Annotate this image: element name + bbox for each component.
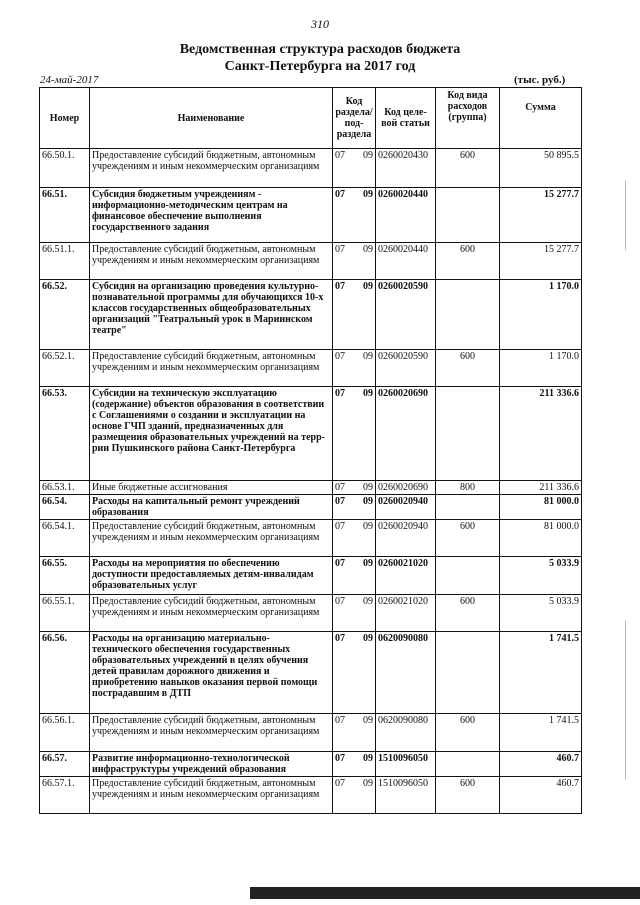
table-row (40, 188, 582, 243)
row-section: 07 (333, 520, 353, 557)
row-group: 600 (436, 520, 500, 557)
row-name: Расходы на мероприятия по обеспечению доступности предоставляемых детям-инвалидам образовательных услуг (90, 557, 333, 595)
row-section: 07 (333, 632, 353, 714)
row-section: 07 (333, 243, 353, 280)
row-subsection: 09 (353, 557, 376, 595)
row-name: Предоставление субсидий бюджетным, автономным учреждениям и иным некоммерческим организациям (90, 520, 333, 557)
row-article: 0260020590 (376, 350, 436, 387)
row-group (436, 280, 500, 350)
row-sum: 1 170.0 (500, 280, 582, 350)
row-number: 66.57. (40, 752, 90, 777)
row-number: 66.56.1. (40, 714, 90, 752)
row-section: 07 (333, 714, 353, 752)
row-name: Субсидия на организацию проведения культурно-познавательной программы для обучающихся 10-х классов государственных общеобразовательных организаций "Театральный урок в Мариинском театре" (90, 280, 333, 350)
table-row (40, 714, 582, 752)
row-name: Развитие информационно-технологической инфраструктуры учреждений образования (90, 752, 333, 777)
row-number: 66.54. (40, 495, 90, 520)
row-subsection: 09 (353, 777, 376, 814)
row-name: Предоставление субсидий бюджетным, автономным учреждениям и иным некоммерческим организациям (90, 595, 333, 632)
row-subsection: 09 (353, 149, 376, 188)
row-number: 66.53.1. (40, 481, 90, 495)
row-group (436, 557, 500, 595)
row-group: 600 (436, 243, 500, 280)
scan-artifact (625, 180, 626, 250)
row-name: Предоставление субсидий бюджетным, автономным учреждениям и иным некоммерческим организациям (90, 149, 333, 188)
row-group: 600 (436, 595, 500, 632)
row-section: 07 (333, 350, 353, 387)
table-row (40, 280, 582, 350)
header-section: Код раздела/ под-раздела (333, 88, 376, 149)
row-group (436, 632, 500, 714)
table-row (40, 243, 582, 280)
row-name: Предоставление субсидий бюджетным, автономным учреждениям и иным некоммерческим организациям (90, 350, 333, 387)
units-label: (тыс. руб.) (514, 74, 566, 86)
table-row (40, 495, 582, 520)
row-section: 07 (333, 280, 353, 350)
row-article: 0260021020 (376, 595, 436, 632)
row-name: Иные бюджетные ассигнования (90, 481, 333, 495)
row-section: 07 (333, 149, 353, 188)
row-name: Предоставление субсидий бюджетным, автономным учреждениям и иным некоммерческим организациям (90, 243, 333, 280)
row-group: 600 (436, 350, 500, 387)
row-subsection: 09 (353, 350, 376, 387)
row-name: Субсидия бюджетным учреждениям - информационно-методическим центрам на финансовое обеспечение выполнения государственного задания (90, 188, 333, 243)
table-row (40, 595, 582, 632)
row-sum: 81 000.0 (500, 520, 582, 557)
row-number: 66.51. (40, 188, 90, 243)
row-sum: 81 000.0 (500, 495, 582, 520)
row-subsection: 09 (353, 387, 376, 481)
row-article: 0260020690 (376, 481, 436, 495)
row-sum: 5 033.9 (500, 595, 582, 632)
row-subsection: 09 (353, 481, 376, 495)
row-subsection: 09 (353, 752, 376, 777)
table-header-row (40, 88, 582, 149)
row-article: 0620090080 (376, 632, 436, 714)
row-section: 07 (333, 595, 353, 632)
row-section: 07 (333, 387, 353, 481)
row-article: 0260020940 (376, 520, 436, 557)
row-number: 66.56. (40, 632, 90, 714)
row-section: 07 (333, 752, 353, 777)
row-section: 07 (333, 188, 353, 243)
row-number: 66.57.1. (40, 777, 90, 814)
row-article: 0260020590 (376, 280, 436, 350)
row-sum: 15 277.7 (500, 188, 582, 243)
header-article: Код целе-вой статьи (376, 88, 436, 149)
table-row (40, 149, 582, 188)
row-number: 66.55.1. (40, 595, 90, 632)
header-group: Код вида расходов (группа) (436, 88, 500, 149)
row-name: Расходы на капитальный ремонт учреждений образования (90, 495, 333, 520)
row-number: 66.53. (40, 387, 90, 481)
page-number: 310 (311, 17, 329, 31)
row-name: Субсидии на техническую эксплуатацию (содержание) объектов образования в соответствии с Соглашениями о создании и эксплуатации на основе ГЧП зданий, предназначенных для размещения образовательных учреждений на терр-рии Пушкинского района Санкт-Петербурга (90, 387, 333, 481)
row-group (436, 387, 500, 481)
row-number: 66.51.1. (40, 243, 90, 280)
row-group (436, 188, 500, 243)
row-number: 66.54.1. (40, 520, 90, 557)
row-subsection: 09 (353, 520, 376, 557)
row-group: 600 (436, 149, 500, 188)
row-group: 600 (436, 777, 500, 814)
row-sum: 1 170.0 (500, 350, 582, 387)
row-sum: 211 336.6 (500, 481, 582, 495)
row-article: 0260020430 (376, 149, 436, 188)
row-section: 07 (333, 557, 353, 595)
row-group: 800 (436, 481, 500, 495)
row-name: Расходы на организацию материально-технического обеспечения государственных образовательных учреждений в целях обучения детей правилам дорожного движения и приобретению навыков оказания первой помощи пострадавшим в ДТП (90, 632, 333, 714)
table-row (40, 557, 582, 595)
row-section: 07 (333, 481, 353, 495)
scan-bottom-bar (250, 887, 640, 899)
row-subsection: 09 (353, 714, 376, 752)
row-article: 1510096050 (376, 777, 436, 814)
row-group (436, 752, 500, 777)
scan-artifact (625, 620, 626, 780)
title-line-1: Ведомственная структура расходов бюджета (179, 42, 461, 57)
row-article: 0260020440 (376, 188, 436, 243)
row-number: 66.55. (40, 557, 90, 595)
row-subsection: 09 (353, 243, 376, 280)
row-number: 66.52. (40, 280, 90, 350)
row-name: Предоставление субсидий бюджетным, автономным учреждениям и иным некоммерческим организациям (90, 714, 333, 752)
row-subsection: 09 (353, 595, 376, 632)
header-sum: Сумма (500, 88, 582, 149)
budget-table (39, 87, 582, 814)
row-sum: 5 033.9 (500, 557, 582, 595)
row-article: 0260020940 (376, 495, 436, 520)
row-section: 07 (333, 777, 353, 814)
row-article: 0620090080 (376, 714, 436, 752)
row-article: 0260020690 (376, 387, 436, 481)
table-row (40, 387, 582, 481)
row-name: Предоставление субсидий бюджетным, автономным учреждениям и иным некоммерческим организациям (90, 777, 333, 814)
row-subsection: 09 (353, 632, 376, 714)
row-group: 600 (436, 714, 500, 752)
row-article: 0260021020 (376, 557, 436, 595)
row-sum: 460.7 (500, 752, 582, 777)
row-sum: 1 741.5 (500, 714, 582, 752)
document-date: 24-май-2017 (40, 74, 99, 86)
row-sum: 211 336.6 (500, 387, 582, 481)
table-row (40, 481, 582, 495)
row-sum: 460.7 (500, 777, 582, 814)
row-group (436, 495, 500, 520)
row-subsection: 09 (353, 280, 376, 350)
row-article: 1510096050 (376, 752, 436, 777)
table-row (40, 350, 582, 387)
table-row (40, 752, 582, 777)
header-name: Наименование (90, 88, 333, 149)
document-title (0, 41, 640, 75)
row-subsection: 09 (353, 188, 376, 243)
title-line-2: Санкт-Петербурга на 2017 год (224, 59, 416, 74)
header-number: Номер (40, 88, 90, 149)
row-sum: 15 277.7 (500, 243, 582, 280)
row-article: 0260020440 (376, 243, 436, 280)
row-sum: 1 741.5 (500, 632, 582, 714)
row-sum: 50 895.5 (500, 149, 582, 188)
row-subsection: 09 (353, 495, 376, 520)
row-number: 66.50.1. (40, 149, 90, 188)
table-row (40, 520, 582, 557)
row-section: 07 (333, 495, 353, 520)
table-row (40, 777, 582, 814)
row-number: 66.52.1. (40, 350, 90, 387)
table-row (40, 632, 582, 714)
